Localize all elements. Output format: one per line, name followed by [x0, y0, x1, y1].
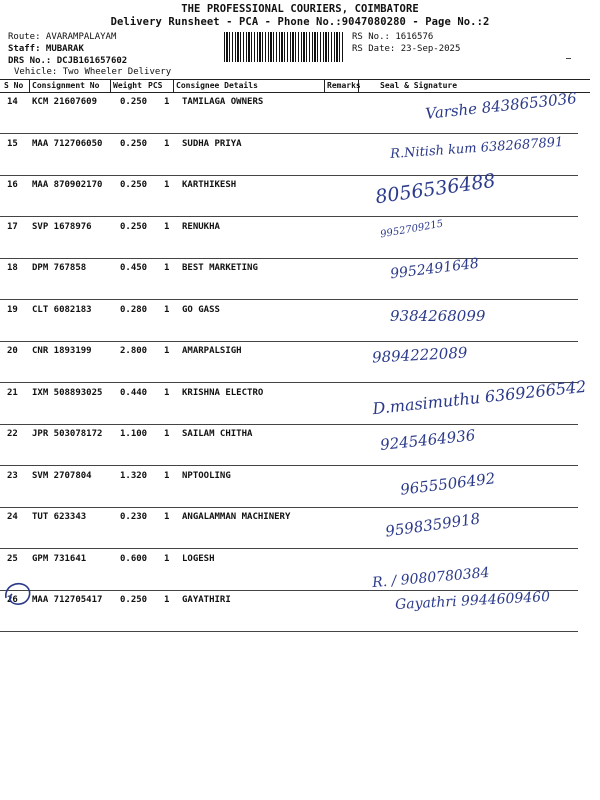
- row-pcs: 1: [164, 346, 170, 356]
- table-row: [0, 301, 590, 342]
- row-consignee: KARTHIKESH: [182, 180, 237, 190]
- row-weight: 2.800: [120, 346, 148, 356]
- row-pcs: 1: [164, 470, 170, 481]
- row-weight: 0.600: [120, 553, 148, 564]
- col-divider: [324, 80, 325, 92]
- row-pcs: 1: [164, 387, 170, 398]
- handwritten-signature: 9598359918: [384, 509, 482, 541]
- table-row: [0, 135, 590, 176]
- row-sno: 23: [7, 470, 18, 481]
- row-consignee: ANGALAMMAN MACHINERY: [182, 512, 291, 522]
- row-weight: 0.250: [120, 595, 148, 605]
- row-weight: 1.320: [120, 470, 148, 481]
- row-weight: 0.250: [120, 221, 148, 232]
- row-weight: 0.280: [120, 304, 148, 315]
- row-sno: 26: [7, 595, 18, 605]
- row-pcs: 1: [164, 595, 170, 605]
- row-consignment-no: IXM 508893025: [32, 387, 103, 398]
- handwritten-signature: R. / 9080780384: [371, 564, 491, 591]
- row-pcs: 1: [164, 429, 170, 439]
- row-consignment-no: CLT 6082183: [32, 304, 92, 315]
- row-consignment-no: MAA 870902170: [32, 180, 103, 190]
- stamp-mark-icon: [0, 576, 40, 612]
- col-weight: Weight: [113, 81, 142, 90]
- row-pcs: 1: [164, 263, 170, 273]
- vehicle-label: Vehicle: Two Wheeler Delivery: [14, 67, 172, 77]
- row-weight: 0.450: [120, 263, 148, 273]
- drs-number: DRS No.: DCJB161657602: [8, 56, 128, 66]
- header-mark: [566, 58, 571, 59]
- row-sno: 17: [7, 221, 18, 232]
- row-consignment-no: SVM 2707804: [32, 470, 92, 481]
- row-pcs: 1: [164, 138, 170, 149]
- table-row: [0, 467, 590, 508]
- row-weight: 0.250: [120, 180, 148, 190]
- col-consignee: Consignee Details: [176, 81, 258, 90]
- table-row: [0, 218, 590, 259]
- row-sno: 21: [7, 387, 18, 398]
- col-divider: [29, 80, 30, 92]
- row-consignment-no: DPM 767858: [32, 263, 87, 273]
- table-row: [0, 508, 590, 549]
- row-consignee: KRISHNA ELECTRO: [182, 387, 264, 398]
- company-title: THE PROFESSIONAL COURIERS, COIMBATORE: [181, 3, 419, 15]
- row-sno: 16: [7, 180, 18, 190]
- row-consignee: SUDHA PRIYA: [182, 138, 242, 149]
- col-divider: [110, 80, 111, 92]
- table-row: [0, 425, 590, 466]
- row-consignment-no: MAA 712705417: [32, 595, 103, 605]
- table-row: [0, 169, 590, 217]
- table-row: [0, 376, 590, 425]
- table-row: [0, 550, 590, 591]
- row-consignee: BEST MARKETING: [182, 263, 258, 273]
- col-sno: S No: [4, 81, 24, 90]
- row-weight: 1.100: [120, 429, 148, 439]
- col-divider: [173, 80, 174, 92]
- row-pcs: 1: [164, 553, 170, 564]
- row-sno: 15: [7, 138, 18, 149]
- row-consignment-no: GPM 731641: [32, 553, 87, 564]
- col-remarks: Remarks: [327, 81, 361, 90]
- table-row: [0, 255, 590, 300]
- handwritten-signature: 8056536488: [374, 169, 497, 209]
- row-consignee: AMARPALSIGH: [182, 346, 242, 356]
- staff-label: Staff: MUBARAK: [8, 44, 84, 54]
- rs-date: RS Date: 23-Sep-2025: [352, 44, 461, 54]
- row-pcs: 1: [164, 512, 170, 522]
- handwritten-signature: 9655506492: [399, 468, 497, 499]
- row-weight: 0.230: [120, 512, 148, 522]
- handwritten-signature: 9245464936: [379, 426, 477, 454]
- handwritten-signature: 9384268099: [390, 306, 486, 325]
- col-pcs: PCS: [148, 81, 163, 90]
- handwritten-signature: 9952709215: [379, 218, 445, 240]
- handwritten-signature: R.Nitish kum 6382687891: [389, 134, 564, 162]
- row-consignee: TAMILAGA OWNERS: [182, 97, 264, 107]
- row-consignee: RENUKHA: [182, 221, 220, 232]
- row-consignee: NPTOOLING: [182, 470, 231, 481]
- barcode: [224, 32, 344, 62]
- handwritten-signature: Varshe 8438653036: [424, 89, 578, 123]
- handwritten-signature: D.masimuthu 6369266542: [371, 376, 588, 418]
- row-sno: 18: [7, 263, 18, 273]
- table-top-rule: [0, 79, 590, 80]
- row-pcs: 1: [164, 97, 170, 107]
- row-consignment-no: JPR 503078172: [32, 429, 103, 439]
- row-sno: 20: [7, 346, 18, 356]
- handwritten-signature: 9952491648: [389, 255, 480, 283]
- row-divider: [0, 631, 578, 632]
- row-sno: 14: [7, 97, 18, 107]
- row-consignment-no: CNR 1893199: [32, 346, 92, 356]
- table-row: [0, 89, 590, 134]
- rs-number: RS No.: 1616576: [352, 32, 434, 42]
- row-sno: 25: [7, 553, 18, 564]
- row-weight: 0.250: [120, 97, 148, 107]
- row-consignee: LOGESH: [182, 553, 215, 564]
- col-consignment: Consignment No: [32, 81, 100, 90]
- row-pcs: 1: [164, 180, 170, 190]
- row-consignee: GO GASS: [182, 304, 220, 315]
- row-sno: 24: [7, 512, 18, 522]
- row-weight: 0.250: [120, 138, 148, 149]
- row-consignee: GAYATHIRI: [182, 595, 231, 605]
- row-weight: 0.440: [120, 387, 148, 398]
- handwritten-signature: 9894222089: [371, 343, 468, 367]
- row-sno: 19: [7, 304, 18, 315]
- row-pcs: 1: [164, 304, 170, 315]
- row-consignment-no: TUT 623343: [32, 512, 87, 522]
- row-pcs: 1: [164, 221, 170, 232]
- row-consignment-no: KCM 21607609: [32, 97, 98, 107]
- row-consignee: SAILAM CHITHA: [182, 429, 253, 439]
- row-consignment-no: MAA 712706050: [32, 138, 103, 149]
- handwritten-signature: Gayathri 9944609460: [394, 588, 551, 614]
- table-row: [0, 588, 590, 632]
- table-row: [0, 342, 590, 383]
- row-sno: 22: [7, 429, 18, 439]
- runsheet-title: Delivery Runsheet - PCA - Phone No.:9047080280 - Page No.:2: [110, 16, 490, 28]
- route-label: Route: AVARAMPALAYAM: [8, 32, 117, 42]
- row-consignment-no: SVP 1678976: [32, 221, 92, 232]
- col-seal: Seal & Signature: [380, 81, 458, 90]
